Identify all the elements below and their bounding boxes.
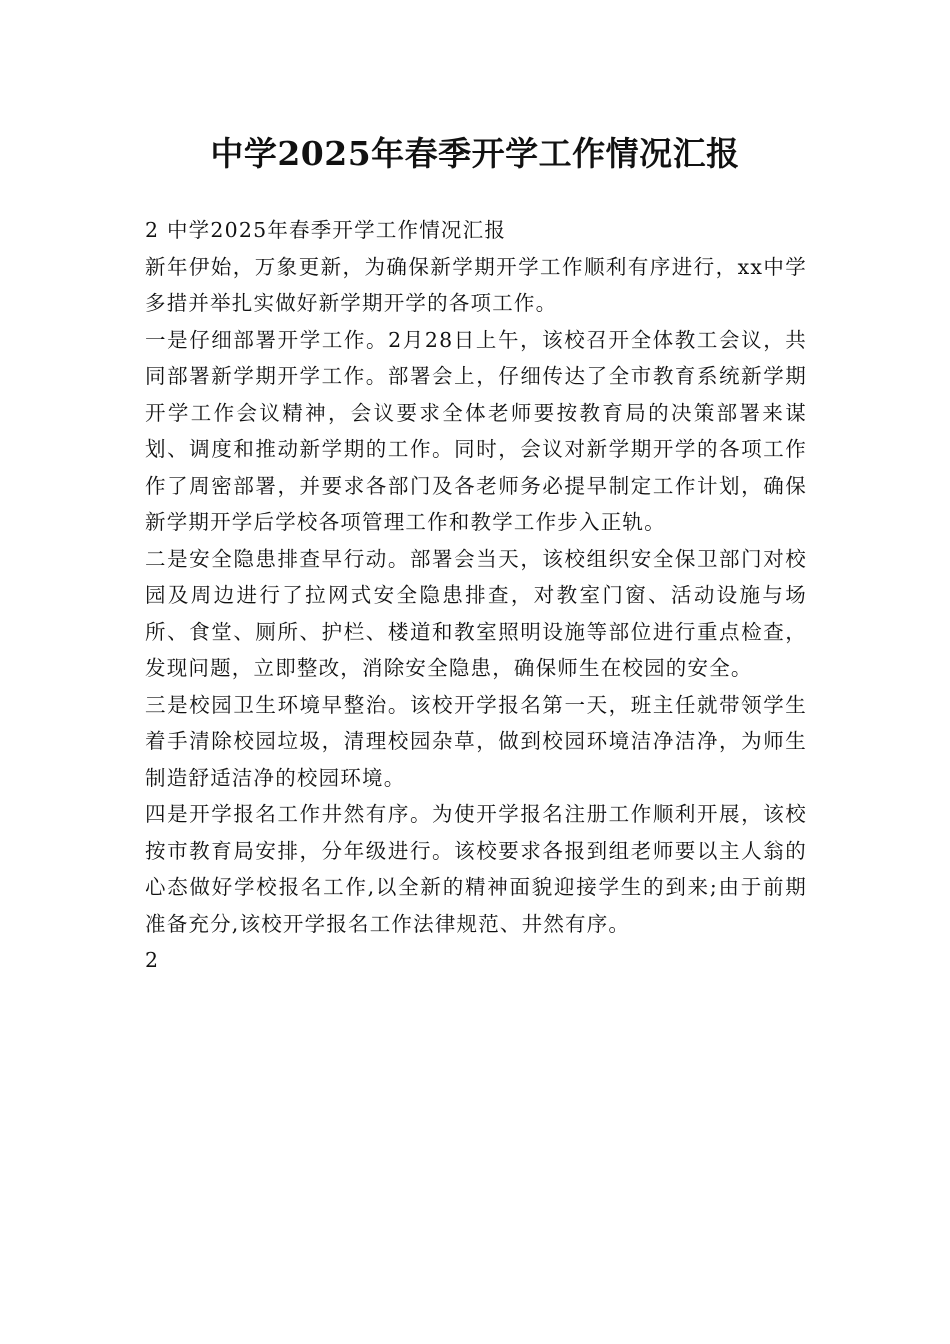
paragraph-intro: 新年伊始，万象更新，为确保新学期开学工作顺利有序进行，xx中学多措并举扎实做好新学期开学的各项工作。 (145, 254, 807, 315)
paragraph-registration: 四是开学报名工作井然有序。为使开学报名注册工作顺利开展，该校按市教育局安排，分年级进行。该校要求各报到组老师要以主人翁的心态做好学校报名工作,以全新的精神面貌迎接学生的到来;由于前期准备充分,该校开学报名工作法律规范、井然有序。 (145, 802, 807, 936)
document-subtitle: 2 中学2025年春季开学工作情况汇报 (145, 218, 507, 242)
document-title: 中学2025年春季开学工作情况汇报 (210, 134, 740, 173)
paragraph-safety: 二是安全隐患排查早行动。部署会当天，该校组织安全保卫部门对校园及周边进行了拉网式安全隐患排查，对教室门窗、活动设施与场所、食堂、厕所、护栏、楼道和教室照明设施等部位进行重点检查，发现问题，立即整改，消除安全隐患，确保师生在校园的安全。 (145, 546, 807, 680)
paragraph-hygiene: 三是校园卫生环境早整治。该校开学报名第一天，班主任就带领学生着手清除校园垃圾，清理校园杂草，做到校园环境洁净洁净，为师生制造舒适洁净的校园环境。 (145, 692, 807, 790)
document-body (145, 212, 807, 979)
paragraph-deployment: 一是仔细部署开学工作。2月28日上午，该校召开全体教工会议，共同部署新学期开学工作。部署会上，仔细传达了全市教育系统新学期开学工作会议精神，会议要求全体老师要按教育局的决策部署来谋划、调度和推动新学期的工作。同时，会议对新学期开学的各项工作作了周密部署，并要求各部门及各老师务必提早制定工作计划，确保新学期开学后学校各项管理工作和教学工作步入正轨。 (145, 327, 807, 534)
page-number: 2 (145, 948, 160, 972)
